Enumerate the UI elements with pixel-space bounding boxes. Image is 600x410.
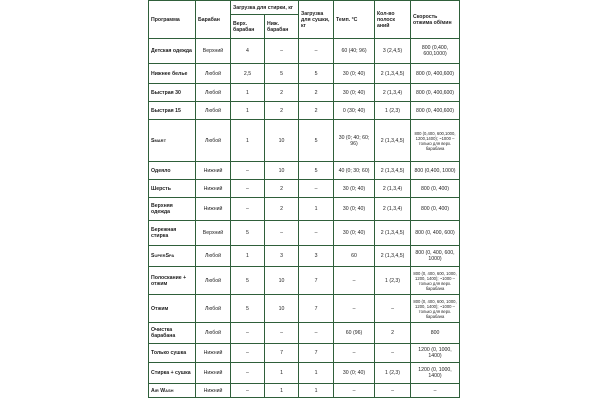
lower-drum-load: 2 xyxy=(265,180,299,198)
table-row xyxy=(149,120,460,162)
program-name: Только сушка xyxy=(149,344,196,363)
program-name: Детская одежда xyxy=(149,39,196,64)
rinse-count: – xyxy=(375,384,411,398)
upper-drum-load: – xyxy=(231,344,265,363)
header-drum: Барабан xyxy=(196,1,231,39)
program-name: SuperSpa xyxy=(149,246,196,267)
program-name: Smart xyxy=(149,120,196,162)
drum-cell: Любой xyxy=(196,120,231,162)
header-spin: Скорость отжима об/мин xyxy=(411,1,460,39)
upper-drum-load: 1 xyxy=(231,120,265,162)
spin-speed: 1200 (0, 1000, 1400) xyxy=(411,344,460,363)
upper-drum-load: 1 xyxy=(231,246,265,267)
drum-cell: Нижний xyxy=(196,363,231,384)
dry-load: 1 xyxy=(299,384,334,398)
dry-load: – xyxy=(299,221,334,246)
temperature: 40 (0; 30; 60) xyxy=(334,162,375,180)
program-table-body xyxy=(149,39,460,398)
header-upper-drum: Верх. барабан xyxy=(231,15,265,39)
upper-drum-load: – xyxy=(231,363,265,384)
dry-load: 2 xyxy=(299,84,334,102)
lower-drum-load: 2 xyxy=(265,84,299,102)
rinse-count: 1 (2,3) xyxy=(375,102,411,120)
lower-drum-load: 10 xyxy=(265,120,299,162)
temperature: 30 (0; 40; 60; 96) xyxy=(334,120,375,162)
table-row xyxy=(149,102,460,120)
drum-cell: Нижний xyxy=(196,384,231,398)
dry-load: – xyxy=(299,323,334,344)
rinse-count: 2 (1,3,4,5) xyxy=(375,162,411,180)
table-row xyxy=(149,295,460,323)
spin-speed: 1200 (0, 1000, 1400) xyxy=(411,363,460,384)
drum-cell: Нижний xyxy=(196,198,231,221)
rinse-count: 3 (2,4,5) xyxy=(375,39,411,64)
spin-speed: 800 (0,400, 600,1000) xyxy=(411,39,460,64)
program-name: Очистка барабана xyxy=(149,323,196,344)
rinse-count: 2 (1,3,4,5) xyxy=(375,221,411,246)
spin-speed: 800 (0,400, 1000) xyxy=(411,162,460,180)
table-row xyxy=(149,246,460,267)
dry-load: 7 xyxy=(299,344,334,363)
rinse-count: 2 xyxy=(375,323,411,344)
spin-speed: 800 (0,400, 600,1000, 1200,1400); ~1000 – только для верх. барабана xyxy=(411,120,460,162)
rinse-count: 2 (1,3,4) xyxy=(375,198,411,221)
dry-load: 5 xyxy=(299,162,334,180)
spin-speed: 800 (0, 400, 600) xyxy=(411,221,460,246)
upper-drum-load: 5 xyxy=(231,295,265,323)
spin-speed: 800 (0, 400, 600, 1000) xyxy=(411,246,460,267)
program-name: Быстрая 30 xyxy=(149,84,196,102)
table-row xyxy=(149,323,460,344)
lower-drum-load: 10 xyxy=(265,267,299,295)
upper-drum-load: – xyxy=(231,323,265,344)
rinse-count: 1 (2,3) xyxy=(375,267,411,295)
temperature: – xyxy=(334,384,375,398)
dry-load: 1 xyxy=(299,363,334,384)
table-row xyxy=(149,39,460,64)
rinse-count: 2 (1,3,4) xyxy=(375,84,411,102)
temperature: 60 xyxy=(334,246,375,267)
dry-load: 5 xyxy=(299,64,334,84)
spin-speed: 800 xyxy=(411,323,460,344)
table-row xyxy=(149,363,460,384)
table-row xyxy=(149,384,460,398)
upper-drum-load: – xyxy=(231,162,265,180)
dry-load: – xyxy=(299,39,334,64)
dry-load: 3 xyxy=(299,246,334,267)
temperature: – xyxy=(334,295,375,323)
header-wash-load: Загрузка для стирки, кг xyxy=(231,1,299,15)
drum-cell: Верхний xyxy=(196,221,231,246)
program-name: Шерсть xyxy=(149,180,196,198)
header-program: Программа xyxy=(149,1,196,39)
temperature: 30 (0; 40) xyxy=(334,84,375,102)
rinse-count: 2 (1,3,4,5) xyxy=(375,120,411,162)
temperature: 30 (0; 40) xyxy=(334,221,375,246)
drum-cell: Нижний xyxy=(196,344,231,363)
table-row xyxy=(149,221,460,246)
lower-drum-load: 1 xyxy=(265,384,299,398)
upper-drum-load: – xyxy=(231,180,265,198)
lower-drum-load: – xyxy=(265,323,299,344)
rinse-count: 2 (1,3,4) xyxy=(375,180,411,198)
rinse-count: – xyxy=(375,344,411,363)
temperature: 30 (0; 40) xyxy=(334,198,375,221)
lower-drum-load: – xyxy=(265,221,299,246)
program-name: Верхняя одежда xyxy=(149,198,196,221)
dry-load: 5 xyxy=(299,120,334,162)
spin-speed: 800 (0, 400,600) xyxy=(411,64,460,84)
drum-cell: Верхний xyxy=(196,39,231,64)
table-row xyxy=(149,64,460,84)
lower-drum-load: 10 xyxy=(265,295,299,323)
spin-speed: 800 (0, 400) xyxy=(411,198,460,221)
program-table xyxy=(148,0,460,398)
table-row xyxy=(149,84,460,102)
program-table-container xyxy=(148,0,460,398)
upper-drum-load: 4 xyxy=(231,39,265,64)
header-dry-load: Загрузка для сушки, кг xyxy=(299,1,334,39)
program-name: Бережная стирка xyxy=(149,221,196,246)
temperature: 30 (0; 40) xyxy=(334,363,375,384)
spin-speed: – xyxy=(411,384,460,398)
temperature: – xyxy=(334,267,375,295)
upper-drum-load: 5 xyxy=(231,221,265,246)
program-name: Стирка + сушка xyxy=(149,363,196,384)
temperature: 60 (40; 96) xyxy=(334,39,375,64)
header-temp: Темп. °С xyxy=(334,1,375,39)
dry-load: 7 xyxy=(299,267,334,295)
program-name: Полоскание + отжим xyxy=(149,267,196,295)
temperature: 30 (0; 40) xyxy=(334,64,375,84)
upper-drum-load: – xyxy=(231,384,265,398)
drum-cell: Любой xyxy=(196,267,231,295)
drum-cell: Любой xyxy=(196,84,231,102)
dry-load: – xyxy=(299,180,334,198)
program-name: Одеяло xyxy=(149,162,196,180)
lower-drum-load: 7 xyxy=(265,344,299,363)
upper-drum-load: 1 xyxy=(231,102,265,120)
dry-load: 2 xyxy=(299,102,334,120)
header-rinses: Кол-во полоск аний xyxy=(375,1,411,39)
drum-cell: Любой xyxy=(196,246,231,267)
table-row xyxy=(149,344,460,363)
lower-drum-load: – xyxy=(265,39,299,64)
table-row xyxy=(149,162,460,180)
program-name: Отжим xyxy=(149,295,196,323)
dry-load: 7 xyxy=(299,295,334,323)
table-row xyxy=(149,267,460,295)
program-name: Нижнее белье xyxy=(149,64,196,84)
spin-speed: 800 (0, 400, 600, 1000, 1200, 1400); ~1000 – только для верх. барабана xyxy=(411,267,460,295)
program-name: Быстрая 15 xyxy=(149,102,196,120)
temperature: 60 (96) xyxy=(334,323,375,344)
spin-speed: 800 (0, 400, 600, 1000, 1200, 1400); ~1000 – только для верх. барабана xyxy=(411,295,460,323)
lower-drum-load: 2 xyxy=(265,102,299,120)
rinse-count: – xyxy=(375,295,411,323)
table-row xyxy=(149,180,460,198)
drum-cell: Любой xyxy=(196,102,231,120)
spin-speed: 800 (0, 400) xyxy=(411,180,460,198)
lower-drum-load: 10 xyxy=(265,162,299,180)
drum-cell: Любой xyxy=(196,64,231,84)
rinse-count: 1 (2,3) xyxy=(375,363,411,384)
drum-cell: Любой xyxy=(196,295,231,323)
upper-drum-load: 2,5 xyxy=(231,64,265,84)
upper-drum-load: – xyxy=(231,198,265,221)
lower-drum-load: 1 xyxy=(265,363,299,384)
header-lower-drum: Ниж. барабан xyxy=(265,15,299,39)
lower-drum-load: 3 xyxy=(265,246,299,267)
temperature: – xyxy=(334,344,375,363)
lower-drum-load: 5 xyxy=(265,64,299,84)
spin-speed: 800 (0, 400,600) xyxy=(411,102,460,120)
drum-cell: Нижний xyxy=(196,162,231,180)
temperature: 0 (30; 40) xyxy=(334,102,375,120)
rinse-count: 2 (1,3,4,5) xyxy=(375,64,411,84)
temperature: 30 (0; 40) xyxy=(334,180,375,198)
program-name: Air Wash xyxy=(149,384,196,398)
spin-speed: 800 (0, 400,600) xyxy=(411,84,460,102)
rinse-count: 2 (1,3,4,5) xyxy=(375,246,411,267)
drum-cell: Нижний xyxy=(196,180,231,198)
table-row xyxy=(149,198,460,221)
upper-drum-load: 5 xyxy=(231,267,265,295)
lower-drum-load: 2 xyxy=(265,198,299,221)
dry-load: 1 xyxy=(299,198,334,221)
drum-cell: Любой xyxy=(196,323,231,344)
upper-drum-load: 1 xyxy=(231,84,265,102)
